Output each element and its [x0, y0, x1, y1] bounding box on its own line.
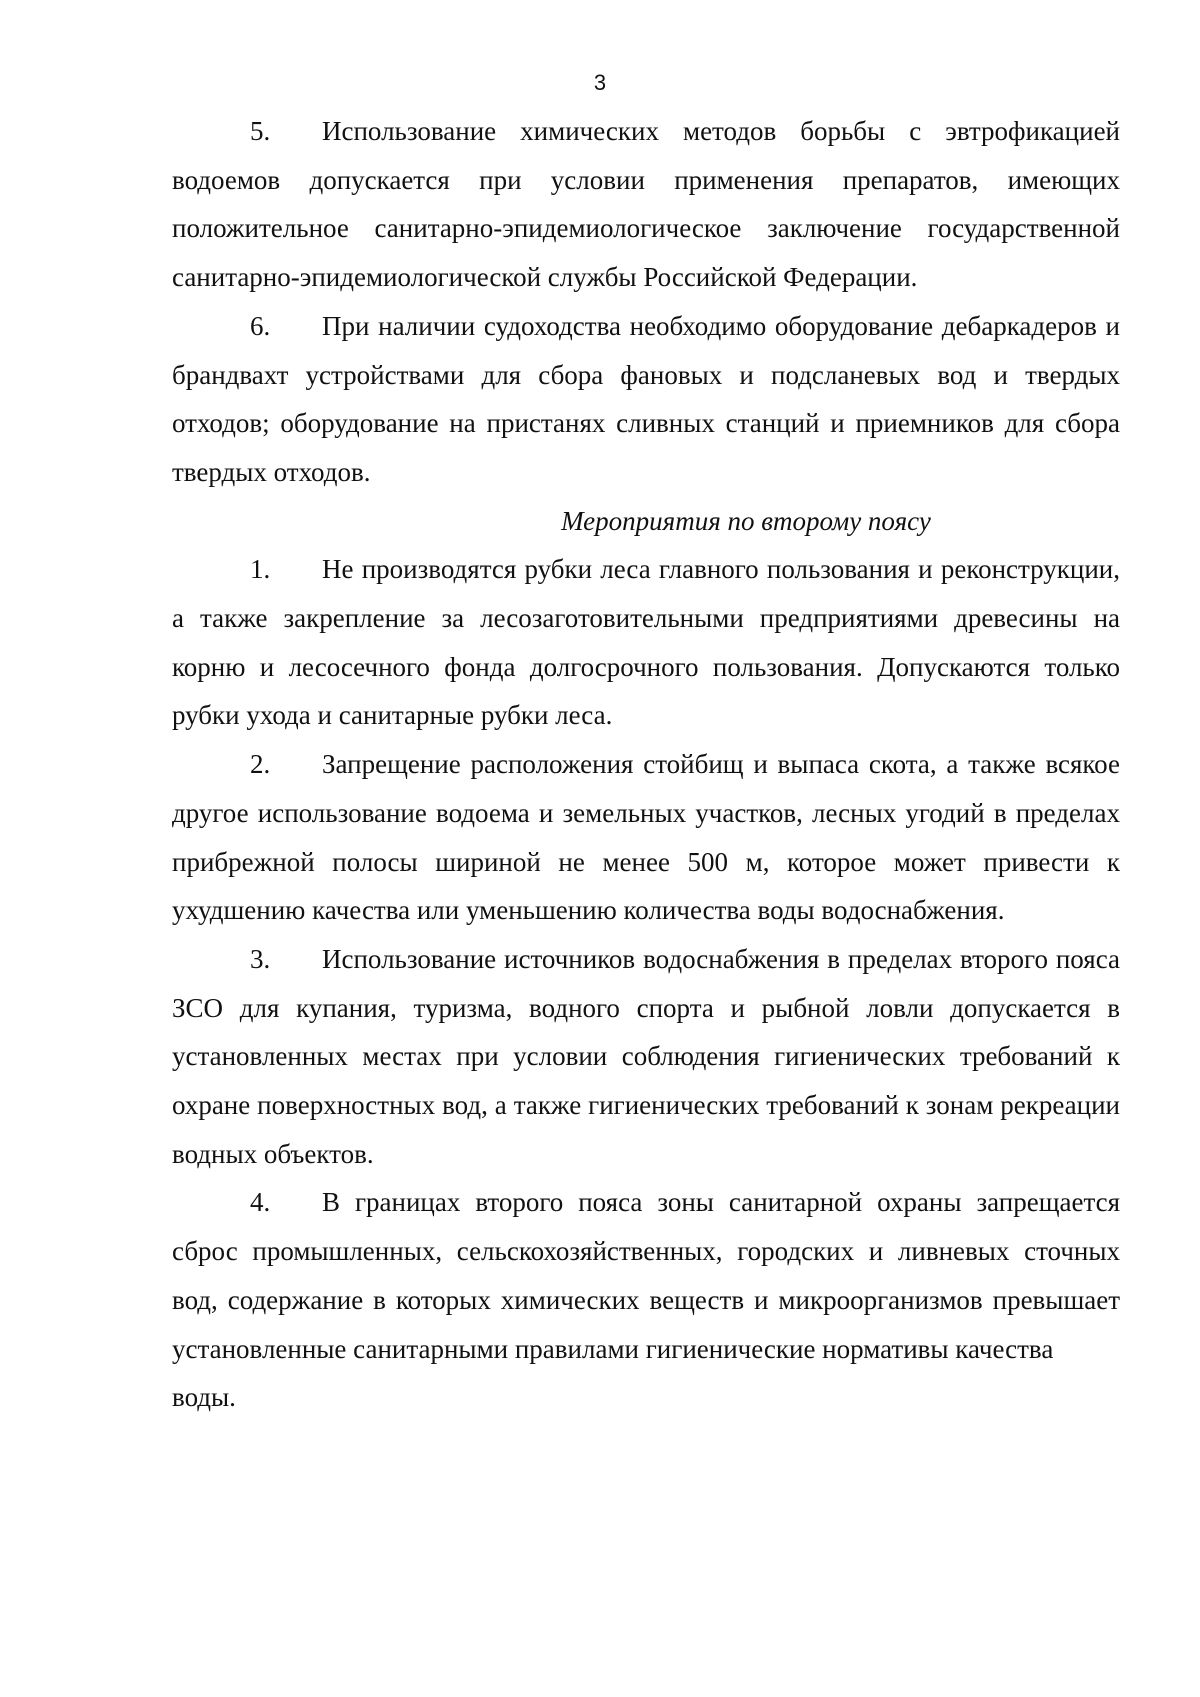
item-number: 2. [250, 749, 271, 780]
item-number: 5. [250, 116, 271, 146]
item-text: В границах второго пояса зоны санитарной охраны запрещается сброс промышленных, сельскохозяйственных, городских и ливневых сточных вод, содержание в которых химических веществ и микроорганизмов превышает установленные санитарными правилами гигиенические нормативы качества [172, 1187, 1120, 1364]
item-number: 1. [250, 554, 271, 585]
item-text: Запрещение расположения стойбищ и выпаса скота, а также всякое другое использование водоема и земельных участков, лесных угодий в пределах прибрежной полосы шириной не менее 500 м, которое может привести к ухудшению качества или уменьшению количества воды водоснабжения. [172, 749, 1120, 926]
page-number: 3 [593, 70, 607, 95]
list-item [172, 740, 1120, 935]
list-item [172, 1178, 1120, 1373]
section-heading: Мероприятия по второму поясу [561, 505, 931, 536]
trailing-line: воды. [172, 1382, 236, 1413]
list-item [172, 545, 1120, 740]
item-number: 6. [250, 310, 271, 341]
item-text: При наличии судоходства необходимо оборудование дебаркадеров и брандвахт устройствами для сбора фановых и подсланевых вод и твердых отходов; оборудование на пристанях сливных станций и приемников для сбора твердых отходов. [172, 310, 1120, 487]
list-item [172, 935, 1120, 1179]
item-text: Использование химических методов борьбы с эвтрофикацией водоемов допускается при условии применения препаратов, имеющих положительное санитарно-эпидемиологическое заключение государственной санитарно-эпидемиологической службы Российской Федерации. [172, 116, 1120, 293]
item-number: 4. [250, 1187, 271, 1218]
item-text: Не производятся рубки леса главного пользования и реконструкции, а также закрепление за лесозаготовительными предприятиями древесины на корню и лесосечного фонда долгосрочного пользования. Допускаются только рубки ухода и санитарные рубки леса. [172, 554, 1120, 731]
item-text: Использование источников водоснабжения в пределах второго пояса ЗСО для купания, туризма, водного спорта и рыбной ловли допускается в установленных местах при условии соблюдения гигиенических требований к охране поверхностных вод, а также гигиенических требований к зонам рекреации водных объектов. [172, 943, 1120, 1169]
document-body [172, 107, 1120, 1422]
list-item [172, 302, 1120, 497]
item-number: 3. [250, 943, 271, 974]
list-item [172, 107, 1120, 302]
